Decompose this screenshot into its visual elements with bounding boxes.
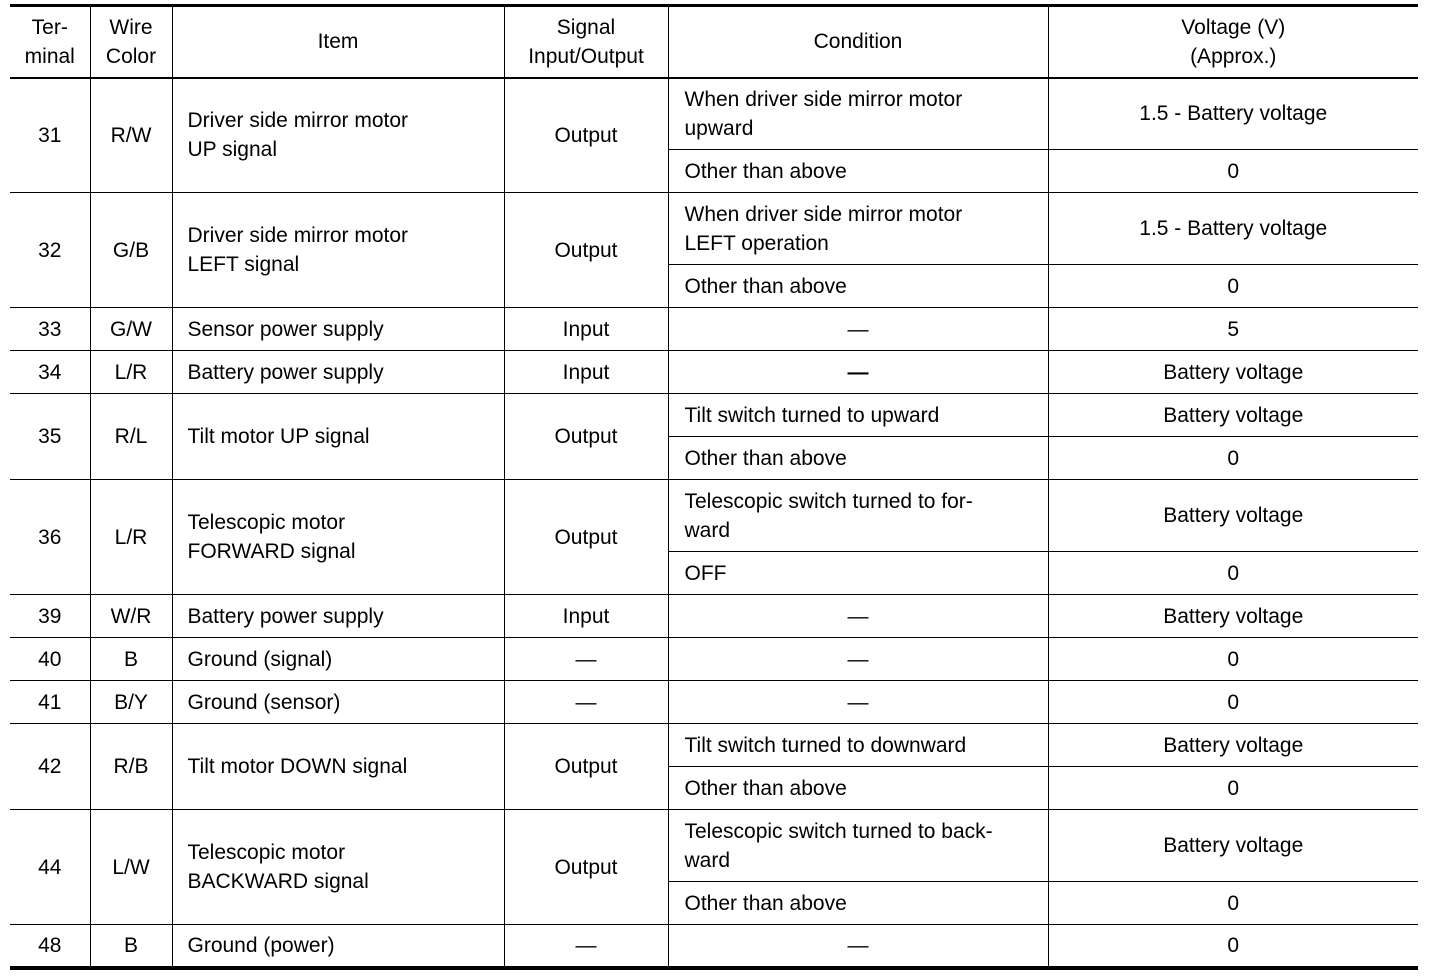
item-cell: Ground (power) (172, 925, 504, 968)
signal-cell: Output (504, 78, 668, 193)
terminal-cell: 41 (10, 681, 90, 724)
wire-color-cell: B (90, 925, 172, 968)
voltage-cell: 0 (1048, 681, 1418, 724)
condition-cell: OFF (668, 552, 1048, 595)
header-item: Item (172, 6, 504, 78)
voltage-cell: 1.5 - Battery voltage (1048, 78, 1418, 150)
item-cell: Battery power supply (172, 351, 504, 394)
table-row (10, 724, 1418, 767)
terminal-spec-table-container (10, 4, 1418, 968)
item-cell: Tilt motor DOWN signal (172, 724, 504, 810)
item-cell: Driver side mirror motor UP signal (172, 78, 504, 193)
condition-cell: When driver side mirror motor LEFT operation (668, 193, 1048, 265)
table-row (10, 638, 1418, 681)
item-cell: Tilt motor UP signal (172, 394, 504, 480)
terminal-cell: 44 (10, 810, 90, 925)
wire-color-cell: B/Y (90, 681, 172, 724)
wire-color-cell: L/W (90, 810, 172, 925)
signal-cell: — (504, 925, 668, 968)
table-row (10, 810, 1418, 882)
condition-cell: — (668, 925, 1048, 968)
item-cell: Ground (signal) (172, 638, 504, 681)
wire-color-cell: G/B (90, 193, 172, 308)
voltage-cell: 1.5 - Battery voltage (1048, 193, 1418, 265)
condition-cell: — (668, 681, 1048, 724)
table-row (10, 78, 1418, 150)
wire-color-cell: B (90, 638, 172, 681)
table-row (10, 308, 1418, 351)
signal-cell: — (504, 638, 668, 681)
header-signal: Signal Input/Output (504, 6, 668, 78)
item-cell: Sensor power supply (172, 308, 504, 351)
condition-cell: Tilt switch turned to downward (668, 724, 1048, 767)
table-row (10, 480, 1418, 552)
voltage-cell: 0 (1048, 437, 1418, 480)
signal-cell: Output (504, 480, 668, 595)
terminal-cell: 33 (10, 308, 90, 351)
signal-cell: Output (504, 724, 668, 810)
signal-cell: Input (504, 308, 668, 351)
voltage-cell: 5 (1048, 308, 1418, 351)
voltage-cell: 0 (1048, 882, 1418, 925)
item-cell: Driver side mirror motor LEFT signal (172, 193, 504, 308)
wire-color-cell: R/W (90, 78, 172, 193)
item-cell: Telescopic motor FORWARD signal (172, 480, 504, 595)
table-row (10, 681, 1418, 724)
table-row (10, 351, 1418, 394)
condition-cell: — (668, 308, 1048, 351)
voltage-cell: Battery voltage (1048, 480, 1418, 552)
table-row (10, 193, 1418, 265)
condition-cell: Telescopic switch turned to for- ward (668, 480, 1048, 552)
table-row (10, 394, 1418, 437)
header-wire-color: Wire Color (90, 6, 172, 78)
condition-cell: Other than above (668, 437, 1048, 480)
terminal-cell: 40 (10, 638, 90, 681)
condition-cell: Other than above (668, 767, 1048, 810)
terminal-cell: 35 (10, 394, 90, 480)
signal-cell: Output (504, 810, 668, 925)
table-row (10, 595, 1418, 638)
signal-cell: Input (504, 351, 668, 394)
terminal-cell: 32 (10, 193, 90, 308)
voltage-cell: Battery voltage (1048, 810, 1418, 882)
header-voltage: Voltage (V) (Approx.) (1048, 6, 1418, 78)
voltage-cell: 0 (1048, 638, 1418, 681)
condition-cell: Telescopic switch turned to back- ward (668, 810, 1048, 882)
terminal-cell: 42 (10, 724, 90, 810)
condition-cell: When driver side mirror motor upward (668, 78, 1048, 150)
wire-color-cell: L/R (90, 351, 172, 394)
condition-cell: Tilt switch turned to upward (668, 394, 1048, 437)
condition-cell: Other than above (668, 265, 1048, 308)
signal-cell: Output (504, 193, 668, 308)
condition-cell: Other than above (668, 882, 1048, 925)
condition-cell: — (668, 595, 1048, 638)
voltage-cell: Battery voltage (1048, 724, 1418, 767)
voltage-cell: 0 (1048, 767, 1418, 810)
terminal-cell: 31 (10, 78, 90, 193)
signal-cell: — (504, 681, 668, 724)
voltage-cell: Battery voltage (1048, 351, 1418, 394)
wire-color-cell: L/R (90, 480, 172, 595)
wire-color-cell: R/L (90, 394, 172, 480)
condition-cell: Other than above (668, 150, 1048, 193)
item-cell: Battery power supply (172, 595, 504, 638)
terminal-cell: 39 (10, 595, 90, 638)
terminal-cell: 34 (10, 351, 90, 394)
item-cell: Ground (sensor) (172, 681, 504, 724)
terminal-cell: 36 (10, 480, 90, 595)
header-terminal: Ter- minal (10, 6, 90, 78)
voltage-cell: 0 (1048, 552, 1418, 595)
voltage-cell: 0 (1048, 925, 1418, 968)
wire-color-cell: W/R (90, 595, 172, 638)
terminal-spec-table (10, 4, 1418, 970)
header-row (10, 6, 1418, 78)
table-row (10, 925, 1418, 968)
wire-color-cell: G/W (90, 308, 172, 351)
voltage-cell: Battery voltage (1048, 595, 1418, 638)
item-cell: Telescopic motor BACKWARD signal (172, 810, 504, 925)
signal-cell: Output (504, 394, 668, 480)
voltage-cell: Battery voltage (1048, 394, 1418, 437)
voltage-cell: 0 (1048, 265, 1418, 308)
wire-color-cell: R/B (90, 724, 172, 810)
signal-cell: Input (504, 595, 668, 638)
header-condition: Condition (668, 6, 1048, 78)
voltage-cell: 0 (1048, 150, 1418, 193)
condition-cell: — (668, 351, 1048, 394)
terminal-cell: 48 (10, 925, 90, 968)
condition-cell: — (668, 638, 1048, 681)
